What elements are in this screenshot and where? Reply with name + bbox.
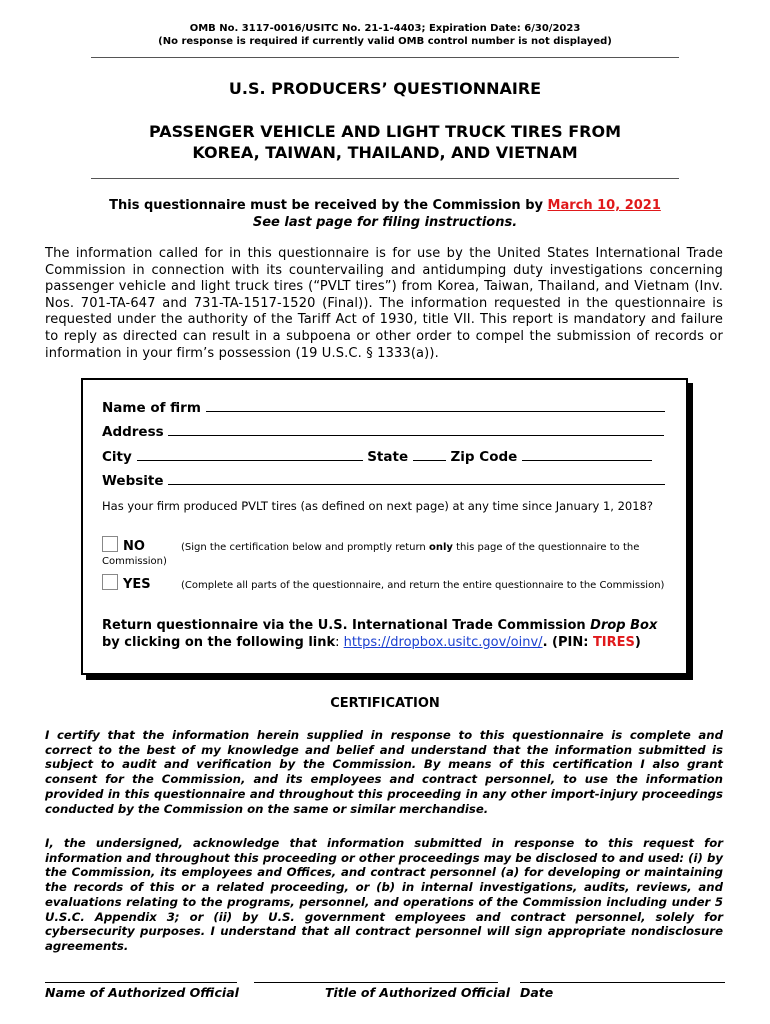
state-field[interactable]	[413, 449, 446, 461]
deadline-notice	[0, 197, 770, 231]
return-text-mid: by clicking on the following link	[102, 635, 336, 650]
name-of-official-label: Name of Authorized Official	[45, 985, 239, 1000]
production-question: Has your firm produced PVLT tires (as defined on next page) at any time since January 1, 2018?	[102, 499, 653, 513]
no-instruction-end: this page of the questionnaire to the Commission)	[102, 542, 640, 567]
yes-instruction: (Complete all parts of the questionnaire, and return the entire questionnaire to the Commission)	[181, 580, 665, 591]
subject-line-2: KOREA, TAIWAN, THAILAND, AND VIETNAM	[192, 143, 578, 162]
address-row	[102, 424, 664, 442]
certification-heading: CERTIFICATION	[330, 696, 440, 711]
divider	[91, 178, 679, 179]
city-row	[102, 449, 652, 467]
yes-option	[102, 574, 682, 593]
no-label: NO	[123, 539, 145, 554]
certification-paragraph-2: I, the undersigned, acknowledge that information submitted in response to this request for information and throughout this proceeding or other proceedings may be disclosed to and used: (i) by the Commission, its employees and Offices, and contract personnel (a) for developing or maintaining the records of this or a related proceeding, or (b) in internal investigations, audits, reviews, and evaluations relating to the programs, personnel, and operations of the Commission including under 5 U.S.C. Appendix 3; or (ii) by U.S. government employees and contract personnel, solely for cybersecurity purposes. I understand that all contract personnel will sign appropriate nondisclosure agreements.	[45, 836, 723, 953]
city-field[interactable]	[137, 449, 363, 461]
deadline-date: March 10, 2021	[547, 198, 661, 213]
omb-number: OMB No. 3117-0016/USITC No. 21-1-4403; Expiration Date: 6/30/2023	[189, 23, 581, 34]
firm-name-field[interactable]	[206, 400, 665, 412]
website-field[interactable]	[168, 473, 665, 485]
intro-paragraph: The information called for in this questionnaire is for use by the United States International Trade Commission in connection with its countervailing and antidumping duty investigations concerning passenger vehicle and light truck tires (“PVLT tires”) from Korea, Taiwan, Thailand, and Vietnam (Inv. Nos. 701-TA-647 and 731-TA-1517-1520 (Final)). The information requested in the questionnaire is requested under the authority of the Tariff Act of 1930, title VII. This report is mandatory and failure to reply as directed can result in a subpoena or other order to compel the submission of records or information in your firm’s possession (19 U.S.C. § 1333(a)).	[45, 246, 723, 361]
pin-suffix: )	[634, 635, 641, 650]
signature-line-name[interactable]	[45, 982, 237, 983]
zip-label: Zip Code	[450, 449, 518, 465]
omb-note: (No response is required if currently valid OMB control number is not displayed)	[158, 36, 612, 47]
dropbox-link[interactable]: https://dropbox.usitc.gov/oinv/	[343, 635, 543, 650]
return-dropbox: Drop Box	[590, 618, 658, 633]
certification-paragraph-1: I certify that the information herein supplied in response to this questionnaire is complete and correct to the best of my knowledge and belief and understand that the information submitted is subject to audit and verification by the Commission. By means of this certification I also grant consent for the Commission, and its employees and contract personnel, to use the information provided in this questionnaire and throughout this proceeding in any other import-injury proceedings conducted by the Commission on the same or similar merchandise.	[45, 728, 723, 816]
yes-label: YES	[123, 577, 151, 592]
return-instructions	[102, 617, 672, 651]
signature-line-title[interactable]	[254, 982, 498, 983]
omb-header	[0, 22, 770, 48]
return-text: Return questionnaire via the U.S. International Trade Commission	[102, 618, 591, 633]
website-label: Website	[102, 473, 164, 489]
no-checkbox[interactable]	[102, 536, 118, 552]
website-row	[102, 473, 665, 491]
address-label: Address	[102, 424, 164, 440]
divider	[91, 57, 679, 58]
no-option	[102, 536, 682, 569]
address-field[interactable]	[168, 424, 664, 436]
firm-name-label: Name of firm	[102, 400, 201, 416]
zip-field[interactable]	[522, 449, 652, 461]
no-instruction: (Sign the certification below and promptly return	[181, 542, 429, 553]
pin-prefix: . (PIN:	[542, 635, 593, 650]
city-label: City	[102, 449, 132, 465]
yes-checkbox[interactable]	[102, 574, 118, 590]
deadline-prefix: This questionnaire must be received by the Commission by	[109, 198, 548, 213]
firm-info-box	[81, 378, 688, 675]
state-label: State	[367, 449, 409, 465]
return-colon: :	[335, 635, 344, 650]
pin-value: TIRES	[592, 635, 635, 650]
subject-title	[0, 121, 770, 163]
page-title: U.S. PRODUCERS’ QUESTIONNAIRE	[228, 79, 542, 98]
date-label: Date	[520, 985, 554, 1000]
title-of-official-label: Title of Authorized Official	[325, 985, 511, 1000]
signature-line-date[interactable]	[520, 982, 725, 983]
firm-name-row	[102, 400, 665, 418]
subject-line-1: PASSENGER VEHICLE AND LIGHT TRUCK TIRES FROM	[148, 122, 622, 141]
no-instruction-emphasis: only	[428, 542, 453, 553]
filing-note: See last page for filing instructions.	[252, 215, 518, 230]
